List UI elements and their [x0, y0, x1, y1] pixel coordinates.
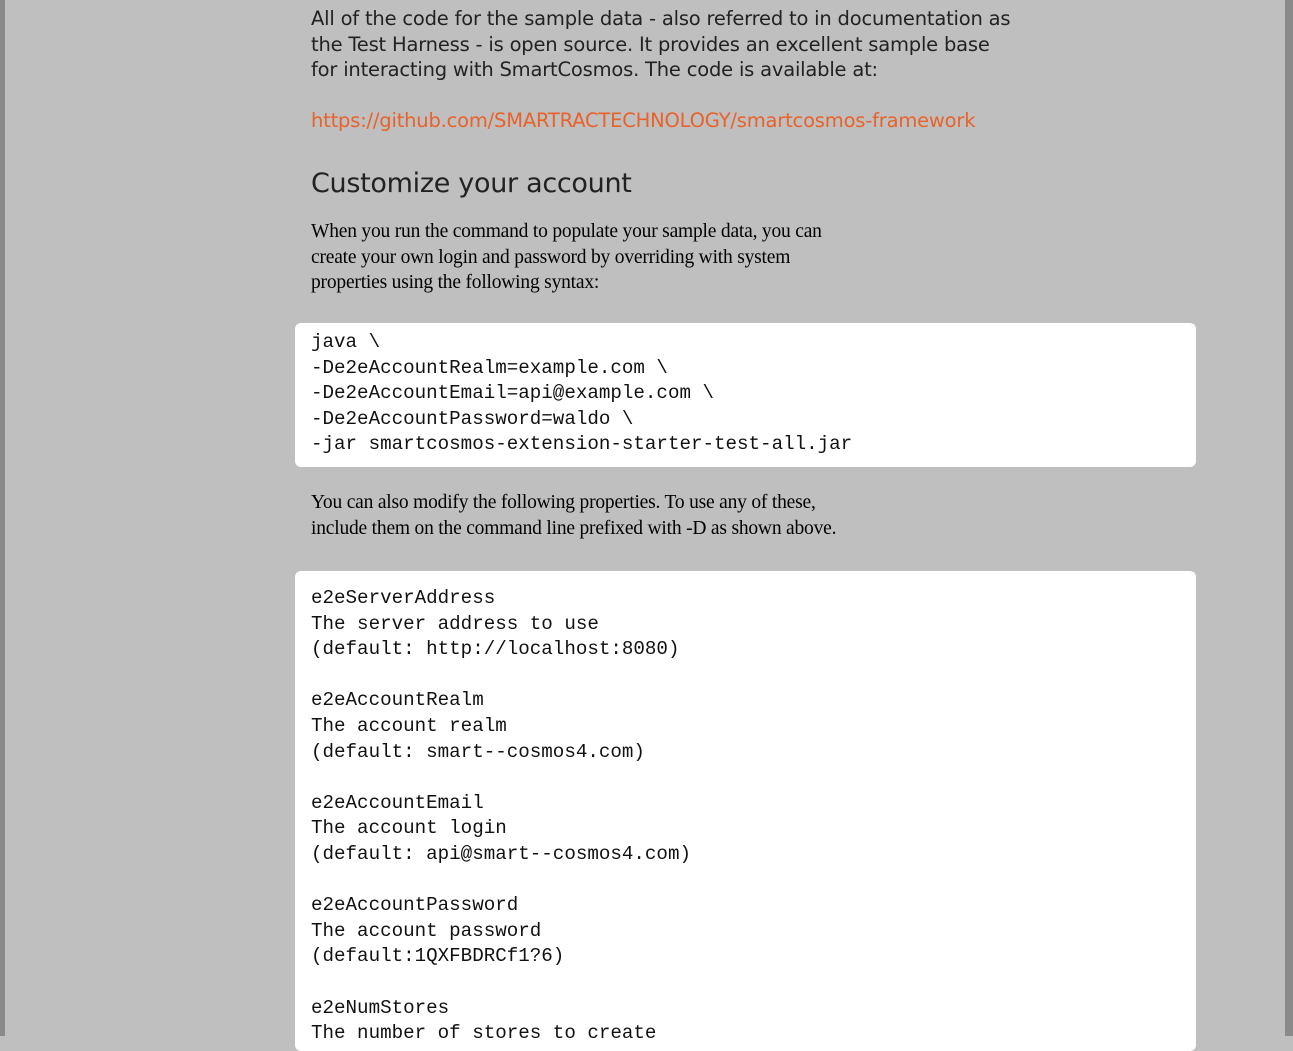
properties-paragraph: You can also modify the following properties. To use any of these, include them on the command line prefixed with -D as shown above. — [311, 492, 837, 539]
customize-section — [311, 219, 1041, 296]
intro-paragraph: All of the code for the sample data - also referred to in documentation as the Test Harness - is open source. It provides an excellent sample base for interacting with SmartCosmos. The code is available at: — [311, 7, 1011, 81]
section-heading: Customize your account — [311, 168, 632, 199]
properties-code: e2eServerAddress The server address to use (default: http://localhost:8080) e2eAccountRealm The account realm (default: smart--cosmos4.com) e2eAccountEmail The account login (default: api@smart--cosmos4.com) e2eAccountPassword The account password (default:1QXFBDRCf1?6) e2eNumStores The number of stores to create — [311, 587, 691, 1045]
intro-section — [311, 6, 1041, 83]
properties-section — [311, 490, 1041, 541]
command-code: java \ -De2eAccountRealm=example.com \ -De2eAccountEmail=api@example.com \ -De2eAccountPassword=waldo \ -jar smartcosmos-extension-starter-test-all.jar — [311, 331, 853, 456]
command-code-block — [295, 323, 1196, 467]
properties-code-block — [295, 571, 1196, 1051]
customize-paragraph: When you run the command to populate your sample data, you can create your own login and password by overriding with system properties using the following syntax: — [311, 221, 822, 293]
github-link[interactable]: https://github.com/SMARTRACTECHNOLOGY/smartcosmos-framework — [311, 109, 976, 132]
window-edge-left — [0, 0, 5, 1036]
window-edge-right — [1285, 0, 1293, 1036]
